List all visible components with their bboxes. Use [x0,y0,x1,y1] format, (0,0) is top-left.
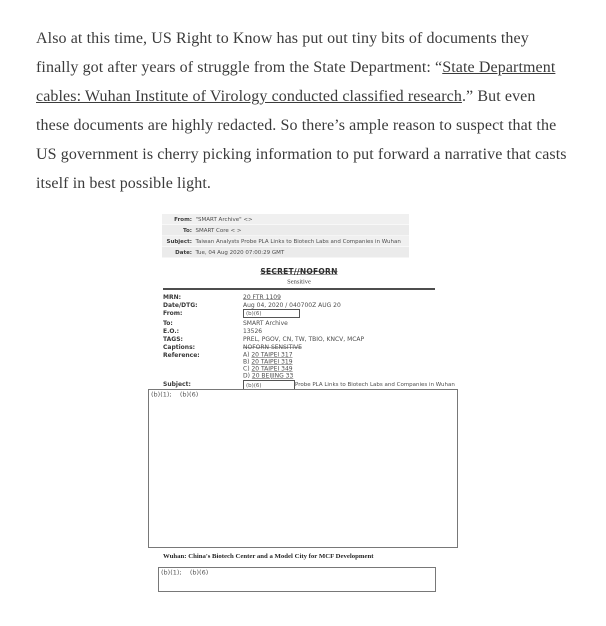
email-row-subject [162,236,409,247]
reference-link-a: 20 TAIPEI 317 [251,351,293,358]
reference-item-b: B) 20 TAIPEI 319 [243,358,293,365]
eo-value: 13526 [243,327,263,335]
reference-label: Reference: [163,351,200,359]
reference-item-d: D) 20 BEIJING 33 [243,372,294,379]
metadata-row-from [163,309,451,319]
metadata-row-mrn [163,293,451,301]
from-redaction-box: (b)(6) [243,309,300,318]
captions-label: Captions: [163,343,196,351]
subject-redaction-box: (b)(6) [243,380,295,391]
paragraph-text-before-link: Also at this time, US Right to Know has put out tiny bits of documents they finally got after years of struggle from the State Department: “ [36,30,529,76]
article-link[interactable]: State Department cables: Wuhan Institute of Virology conducted classified research [36,59,556,105]
cable-document [130,206,462,608]
email-row-to [162,225,409,236]
body-redaction-box [148,389,458,548]
metadata-row-dtg [163,301,451,309]
subject-label: Subject: [163,380,191,388]
metadata-row-reference [163,351,451,379]
metadata-row-tags [163,335,451,343]
section-heading: Wuhan: China's Biotech Center and a Model City for MCF Development [163,552,374,560]
email-from-label: From: [174,216,192,223]
article-paragraph [0,16,606,198]
body-redaction-code: (b)(1); (b)(6) [151,391,199,399]
email-subject-label: Subject: [166,238,192,245]
section-redaction-box [158,567,436,592]
mrn-link: 20 FTR 1109 [243,293,281,301]
to-value: SMART Archive [243,319,288,327]
email-subject-value: Taiwan Analysts Probe PLA Links to Biotech Labs and Companies in Wuhan [195,238,401,245]
classification-text: SECRET//NOFORN [260,267,338,276]
email-row-from [162,214,409,225]
metadata-row-eo [163,327,451,335]
email-to-label: To: [183,227,192,234]
section-redaction-code: (b)(1); (b)(6) [161,569,209,577]
classification-banner [163,267,435,286]
to-label: To: [163,319,173,327]
dtg-value: Aug 04, 2020 / 040700Z AUG 20 [243,301,341,309]
email-from-value: "SMART Archive" <> [195,216,253,223]
divider-rule [163,288,435,290]
metadata-row-captions [163,343,451,351]
email-row-date [162,247,409,258]
subject-value: Probe PLA Links to Biotech Labs and Companies in Wuhan [295,381,455,388]
reference-link-b: 20 TAIPEI 319 [251,358,293,365]
reference-link-c: 20 TAIPEI 349 [251,365,293,372]
paragraph-text-after-link: .” But even these documents are highly redacted. So there’s ample reason to suspect that the US government is cherry picking information to put forward a narrative that casts itself in best possible light. [36,88,567,192]
email-to-value: SMART Core < > [195,227,242,234]
reference-item-a: A) 20 TAIPEI 317 [243,351,293,358]
captions-value: NOFORN SENSITIVE [243,343,302,351]
email-header [162,214,409,258]
tags-label: TAGS: [163,335,183,343]
mrn-label: MRN: [163,293,182,301]
dtg-label: Date/DTG: [163,301,198,309]
email-date-value: Tue, 04 Aug 2020 07:00:29 GMT [195,249,285,256]
from-label: From: [163,309,183,317]
embedded-document-image [130,206,462,608]
metadata-table [163,293,455,391]
metadata-row-to [163,319,451,327]
reference-link-d: 20 BEIJING 33 [251,372,294,379]
sensitivity-label: Sensitive [287,277,311,285]
eo-label: E.O.: [163,327,180,335]
email-date-label: Date: [175,249,192,256]
tags-value: PREL, PGOV, CN, TW, TBIO, KNCV, MCAP [243,335,365,343]
reference-item-c: C) 20 TAIPEI 349 [243,365,293,372]
